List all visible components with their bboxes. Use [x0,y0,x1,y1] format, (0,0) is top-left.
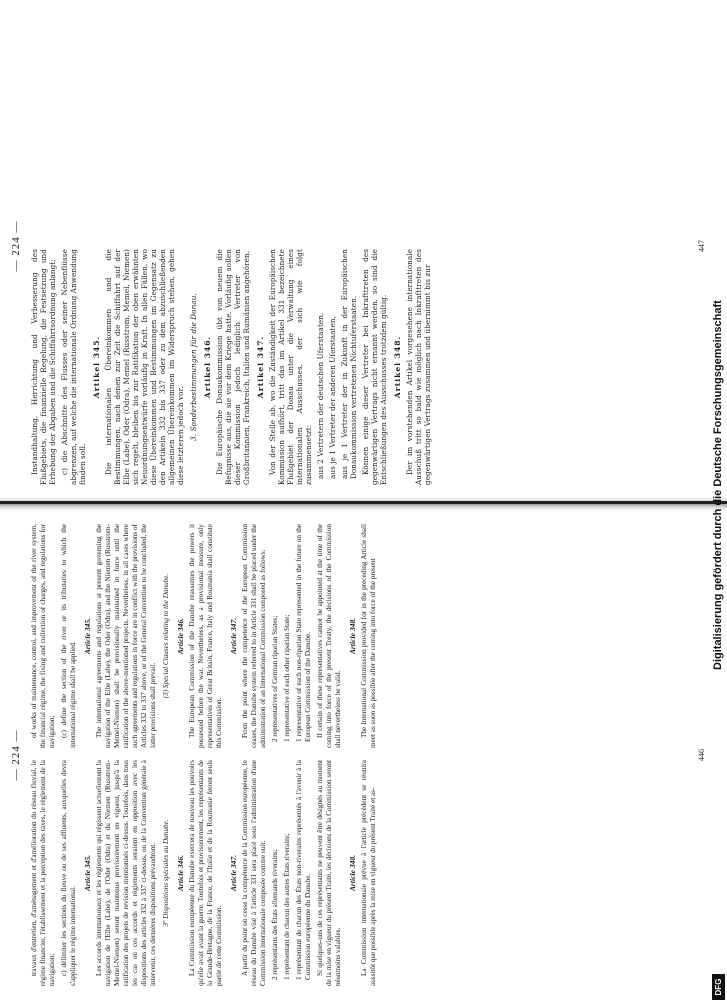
page-number: — 224 — [10,729,22,781]
paragraph: c) délimiter les sections du fleuve ou de ses affluents, auxquelles devra s'appliquer le régime international. [60,760,77,986]
english-column [30,524,692,748]
digitization-credit: Digitalisierung gefördert durch die Deutsche Forschungsgemeinschaft [712,300,724,670]
paragraph: of works of maintenance, control, and improvement of the river system, the financial régime, the fixing and collection of charges, and regulations for navigation; [30,524,56,748]
article-heading: Article 346. [176,617,185,655]
paragraph: La Commission internationale prévue à l'article précédent se réunira aussitôt que possible après la mise en vigueur du présent Traité et as- [360,760,377,986]
paragraph: travaux d'entretien, d'aménagement et d'amélioration du réseau fluvial, le régime financier, l'établissement et la perception des taxes, le règlement de la navigation; [30,760,56,986]
page-number: — 224 — [10,220,22,272]
section-heading: 3º Dispositions spéciales au Danube. [162,819,170,927]
paragraph: The International Commission provided for in the preceding Article shall meet as soon as possible after the coming into force of the present [360,524,377,748]
paragraph: The European Commission of the Danube reassumes the powers it possessed before the war. Nevertheless, as a provisional measure, only representatives of Great Britain, France, Italy and Roumania shall constitute this Commission. [188,524,223,748]
paragraph: Die Europäische Donaukommission übt von neuem die Befugnisse aus, die sie vor dem Kriege hatte. Vorläufig sollen dieser Kommission jedoch lediglich Vertreter von Großbritannien, Frankreich, Italien und Rumänien angehören. [215,249,251,485]
article-heading: Artikel 347. [256,335,265,399]
book-spine-line [0,501,727,504]
article-heading: Artikel 346. [203,335,212,399]
paragraph: From the point where the competence of the European Commission ceases, the Danube system referred to in Article 331 shall be placed under the administration of an International Commission composed as follows: [241,524,267,748]
list-item: 2 representatives of German riparian States; [271,615,279,742]
article-heading: Article 347. [229,854,238,892]
german-column [30,249,692,485]
article-heading: Article 345. [83,854,92,892]
french-column [30,760,692,986]
section-heading: (3) Special Clauses relating to the Danube. [162,573,170,699]
page-footer: 446 [697,749,706,761]
paragraph: Les accords internationaux et les règlements qui régissent actuellement la navigation de l'Elbe (Labe), de l'Oder (Odra) et du Niemen (Russtrom-Memel-Niemen) seront maintenus provisoirement en vigueur, jusqu'à la ratification des projets de revision mentionnés ci-dessus. Toutefois, dans tous les cas où ces accords et règlements seraient en opposition avec les dispositions des articles 332 à 337 ci-dessus, ou de la Convention générale à intervenir, ces dernières dispositions prévaudront. [95,760,157,986]
page-footer: 447 [697,240,706,252]
article-heading: Article 345. [83,617,92,655]
list-item: aus je 1 Vertreter der anderen Uferstaaten, [328,315,337,479]
list-item: 2 représentants des États allemands riverains; [271,849,279,980]
article-heading: Artikel 345. [92,335,101,399]
list-item: 1 représentant de chacun des autres États riverains; [283,833,291,980]
paragraph: Die internationalen Übereinkommen und die Bestimmungen, nach denen zur Zeit die Schiffahrt auf der Elbe (Labe), Oder (Odra), Memel (Russtrom, Memel, Niemen) sich regelt, bleiben bis zur Ratifikation der oben erwähnten Neuordnungsentwürfe vorläufig in Kraft. In allen Fällen, wo diese Übereinkommen und Bestimmungen im Gegensatz zu den Artikeln 332 bis 337 oder zu dem abzuschließenden allgemeinen Übereinkommen im Widerspruch stehen, gehen diese letzteren jedoch vor. [104,249,185,485]
article-heading: Artikel 348. [393,335,402,399]
paragraph: A partir du point où cesse la compétence de la Commission européenne, le réseau du Danube visé à l'article 331 sera placé sous l'administration d'une Commission internationale composée comme suit: [241,760,267,986]
paragraph: c) die Abschnitte des Flusses oder seiner Nebenflüsse abgrenzen, auf welche die internationale Ordnung Anwendung finden soll. [60,249,87,485]
dfg-logo: DFG [712,974,725,1000]
article-heading: Article 347. [229,617,238,655]
list-item: aus je 1 Vertreter der in Zukunft in der Europäischen Donaukommission vertretenen Nichtuferstaaten. [340,249,358,479]
list-item: 1 représentant de chacun des États non-riverains représentés à l'avenir à la Commission européenne du Danube. [295,760,312,980]
paragraph: La Commission européenne du Danube exercera de nouveau les pouvoirs qu'elle avait avant la guerre. Toutefois et provisoirement, les représentants de la Grande-Bretagne, de la France, de l'Italie et de la Roumanie feront seuls partie de cette Commission. [188,760,223,986]
paragraph: Der im vorstehenden Artikel vorgesehene internationale Ausschuß tritt so bald wie möglich nach Inkrafttreten des gegenwärtigen Vertrags zusammen und übernimmt bis zur [405,249,432,485]
paragraph: Si quelques-uns de ces représentants ne peuvent être désignés au moment de la mise en vigueur du présent Traité, les décisions de la Commission seront néanmoins valables. [316,760,342,986]
paragraph: Können einige dieser Vertreter bei Inkrafttreten des gegenwärtigen Vertrags nicht ernannt werden, so sind die Entschließungen des Ausschusses trotzdem gültig. [361,249,388,485]
paragraph: If certain of these representatives cannot be appointed at the time of the coming into force of the present Treaty, the decisions of the Commission shall nevertheless be valid. [316,524,342,748]
article-heading: Article 348. [348,617,357,655]
book-gutter [0,497,727,511]
right-page [10,7,710,485]
paragraph: The international agreements and regulations at present governing the navigation of the Elbe (Labe), the Oder (Odra), and the Niemen (Russtrom-Memel-Niemen) shall be provisionally maintained in force until the ratification of the above-mentioned projects. Nevertheless, in all cases where such agreements and regulations in force are in conflict with the provisions of Articles 332 to 337 above, or of the General Convention to be concluded, the latter provisions shall prevail. [95,524,157,748]
list-item: 1 representative of each non-riparian State represented in the future on the European Commission of the Danube. [295,524,312,742]
list-item: aus 2 Vertretern der deutschen Uferstaaten, [316,312,325,479]
section-heading: 3. Sonderbestimmungen für die Donau. [189,293,198,441]
paragraph: Instandhaltung, Herrichtung und Verbesserung des Flußgebiets, die finanzielle Regelung, die Festsetzung und Erhebung der Abgaben und die Schiffahrtsordnung anlangt; [30,249,57,485]
list-item: 1 representative of each other riparian State; [283,614,291,742]
article-heading: Article 346. [176,854,185,892]
paragraph: Von der Stelle ab, wo die Zuständigkeit der Europäischen Kommission aufhört, tritt das im Artikel 331 bezeichnete Flußgebiet der Donau unter die Verwaltung eines internationalen Ausschusses, der sich wie folgt zusammensetzt: [268,249,313,485]
article-heading: Article 348. [348,854,357,892]
paragraph: (c) define the section of the river or its tributaries to which the international régime shall be applied. [60,524,77,748]
left-page [10,524,710,986]
